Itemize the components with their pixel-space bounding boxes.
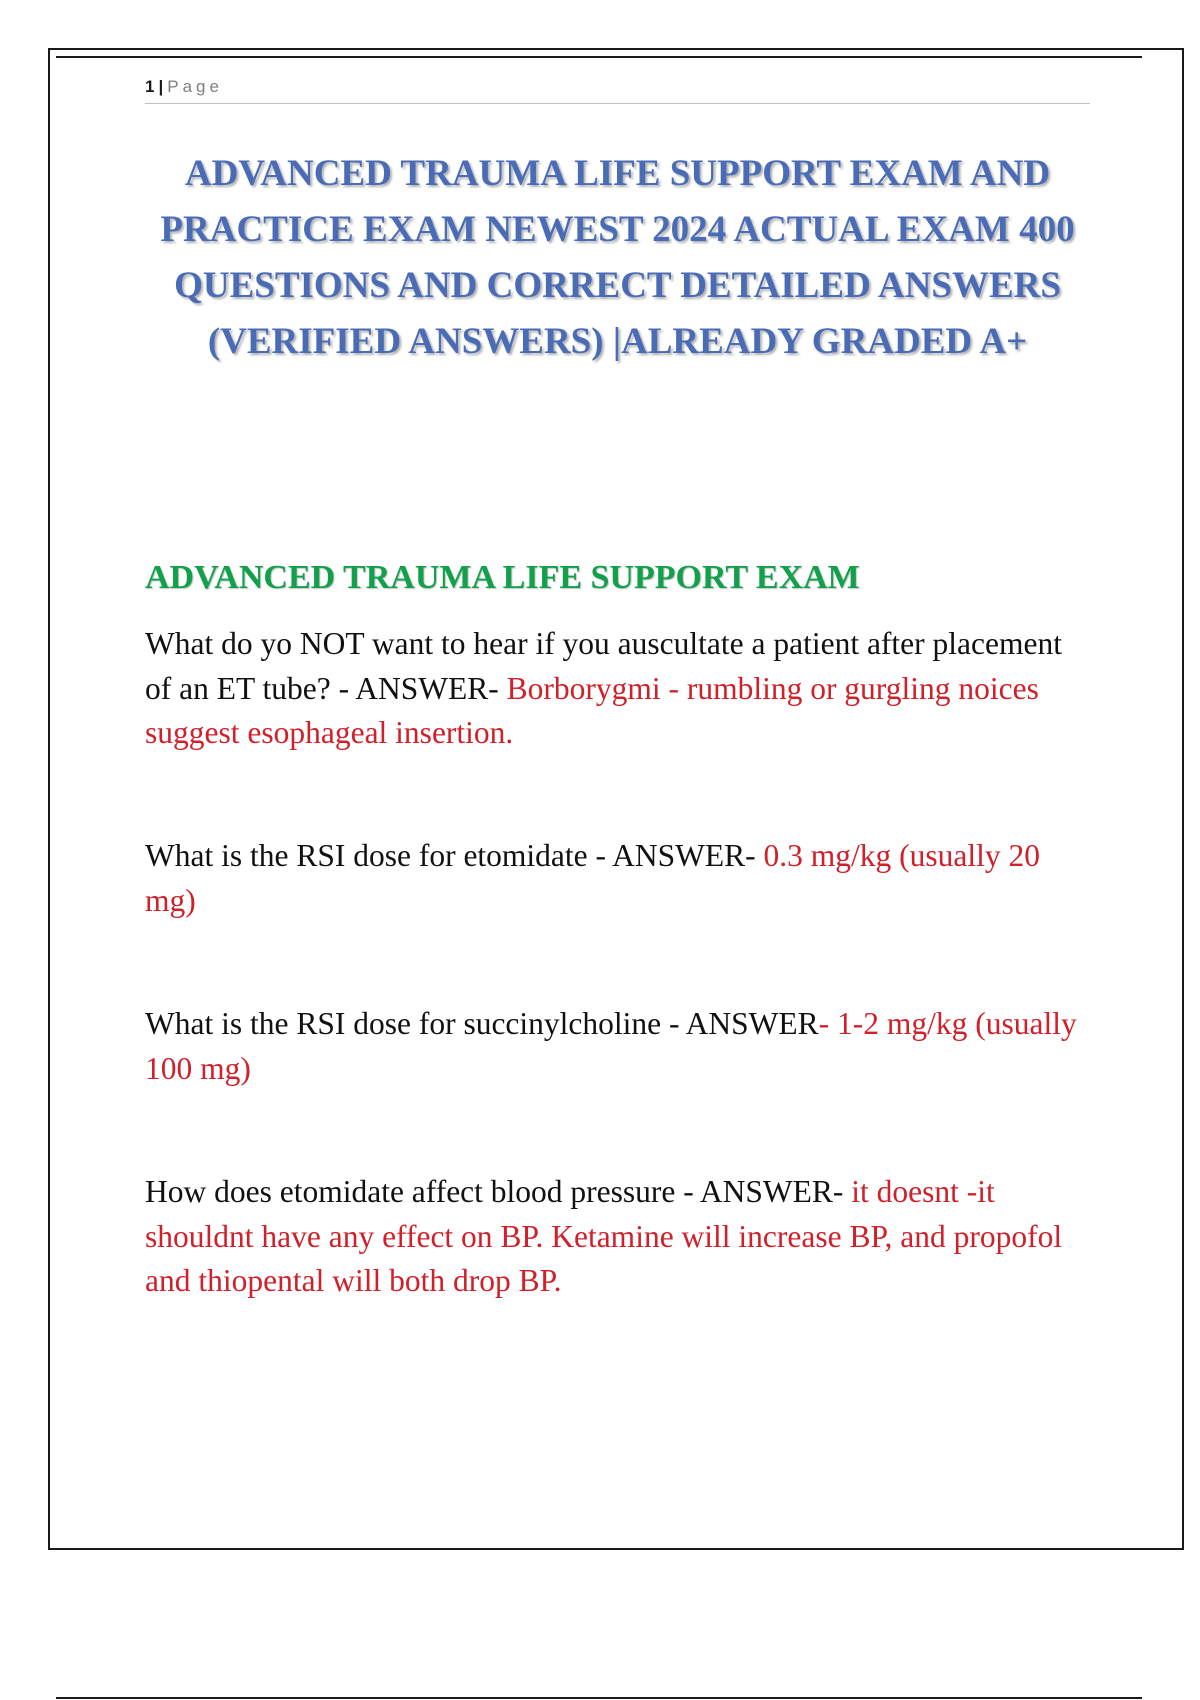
question-text: What is the RSI dose for succinylcholine - ANSWER (145, 1006, 819, 1041)
bottom-rule (56, 1697, 1142, 1699)
page-label: Page (167, 77, 223, 96)
answer-text: it doesnt -it shouldnt have any effect on BP. Ketamine will increase BP, and propofol and thiopental will both drop BP. (145, 1174, 1063, 1298)
document-title: ADVANCED TRAUMA LIFE SUPPORT EXAM AND PRACTICE EXAM NEWEST 2024 ACTUAL EXAM 400 QUESTIONS AND CORRECT DETAILED ANSWERS (VERIFIED ANSWERS) |ALREADY GRADED A+ (160, 153, 1075, 362)
qa-item (145, 1170, 1090, 1304)
page-separator: | (158, 77, 164, 96)
qa-item (145, 622, 1090, 756)
answer-text: 0.3 mg/kg (usually 20 mg) (145, 838, 1041, 918)
top-rule (56, 56, 1142, 58)
question-text: What do yo NOT want to hear if you auscultate a patient after placement of an ET tube? - ANSWER- (145, 626, 1062, 706)
question-text: What is the RSI dose for etomidate - ANSWER- (145, 838, 764, 873)
section-heading: ADVANCED TRAUMA LIFE SUPPORT EXAM (145, 559, 860, 596)
answer-text: - 1-2 mg/kg (usually 100 mg) (145, 1006, 1077, 1086)
qa-item (145, 1002, 1090, 1091)
question-text: How does etomidate affect blood pressure - ANSWER- (145, 1174, 852, 1209)
page-number: 1 (145, 77, 155, 96)
qa-item (145, 834, 1090, 923)
answer-text: Borborygmi - rumbling or gurgling noices suggest esophageal insertion. (145, 670, 1039, 750)
page-header (145, 76, 1090, 104)
